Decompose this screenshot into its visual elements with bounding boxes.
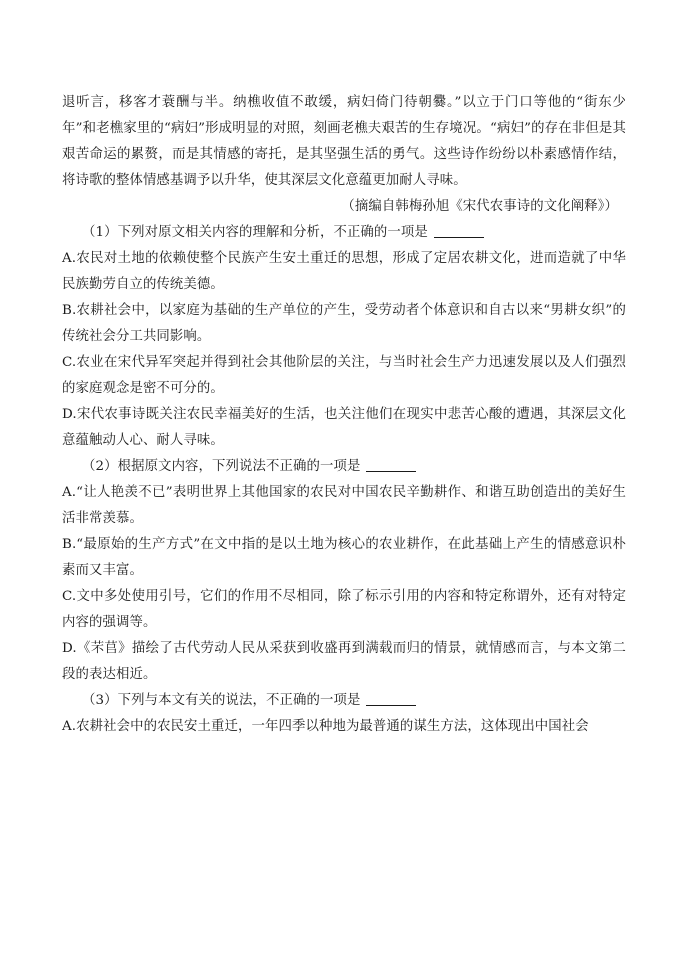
question-2-option-d: D.《芣苢》描绘了古代劳动人民从采获到收盛再到满载而归的情景，就情感而言，与本文第二段的表达相近。 xyxy=(62,641,626,682)
question-1-text: （1）下列对原文相关内容的理解和分析，不正确的一项是 xyxy=(82,225,428,240)
question-2-option-b: B.“最原始的生产方式”在文中指的是以土地为核心的农业耕作，在此基础上产生的情感意识朴素而又丰富。 xyxy=(62,537,626,578)
question-1-stem xyxy=(62,220,626,246)
answer-blank-2 xyxy=(366,457,416,472)
question-2-text: （2）根据原文内容，下列说法不正确的一项是 xyxy=(82,459,361,474)
question-1-option-d: D.宋代农事诗既关注农民幸福美好的生活，也关注他们在现实中悲苦心酸的遭遇，其深层文化意蕴触动人心、耐人寻味。 xyxy=(62,407,626,448)
question-1-option-a: A.农民对土地的依赖使整个民族产生安土重迁的思想，形成了定居农耕文化，进而造就了中华民族勤劳自立的传统美德。 xyxy=(62,251,626,292)
answer-blank-1 xyxy=(434,223,484,238)
passage-paragraph: 退听言，移客才蓑酬与半。纳樵收值不敢缓，病妇倚门待朝爨。”以立于门口等他的“街东少年”和老樵家里的“病妇”形成明显的对照，刻画老樵夫艰苦的生存境况。“病妇”的存在非但是其艰苦命运的累赘，而是其情感的寄托，是其坚强生活的勇气。这些诗作纷纷以朴素感情作结，将诗歌的整体情感基调予以升华，使其深层文化意蕴更加耐人寻味。 xyxy=(62,95,626,188)
passage-source: （摘编自韩梅孙旭《宋代农事诗的文化阐释》） xyxy=(341,199,618,214)
answer-blank-3 xyxy=(366,691,416,706)
question-2-option-a: A.“让人艳羡不已”表明世界上其他国家的农民对中国农民辛勤耕作、和谐互助创造出的美好生活非常羡慕。 xyxy=(62,485,626,526)
question-3-option-a: A.农耕社会中的农民安土重迁，一年四季以种地为最普通的谋生方法，这体现出中国社会 xyxy=(62,719,589,734)
document-content xyxy=(62,90,626,740)
question-2-stem xyxy=(62,454,626,480)
question-3-stem xyxy=(62,688,626,714)
question-1-option-c: C.农业在宋代异军突起并得到社会其他阶层的关注，与当时社会生产力迅速发展以及人们强烈的家庭观念是密不可分的。 xyxy=(62,355,626,396)
question-2-option-c: C.文中多处使用引号，它们的作用不尽相同，除了标示引用的内容和特定称谓外，还有对特定内容的强调等。 xyxy=(62,589,626,630)
question-3-text: （3）下列与本文有关的说法，不正确的一项是 xyxy=(82,693,361,708)
question-1-option-b: B.农耕社会中，以家庭为基础的生产单位的产生，受劳动者个体意识和自古以来“男耕女织”的传统社会分工共同影响。 xyxy=(62,303,626,344)
